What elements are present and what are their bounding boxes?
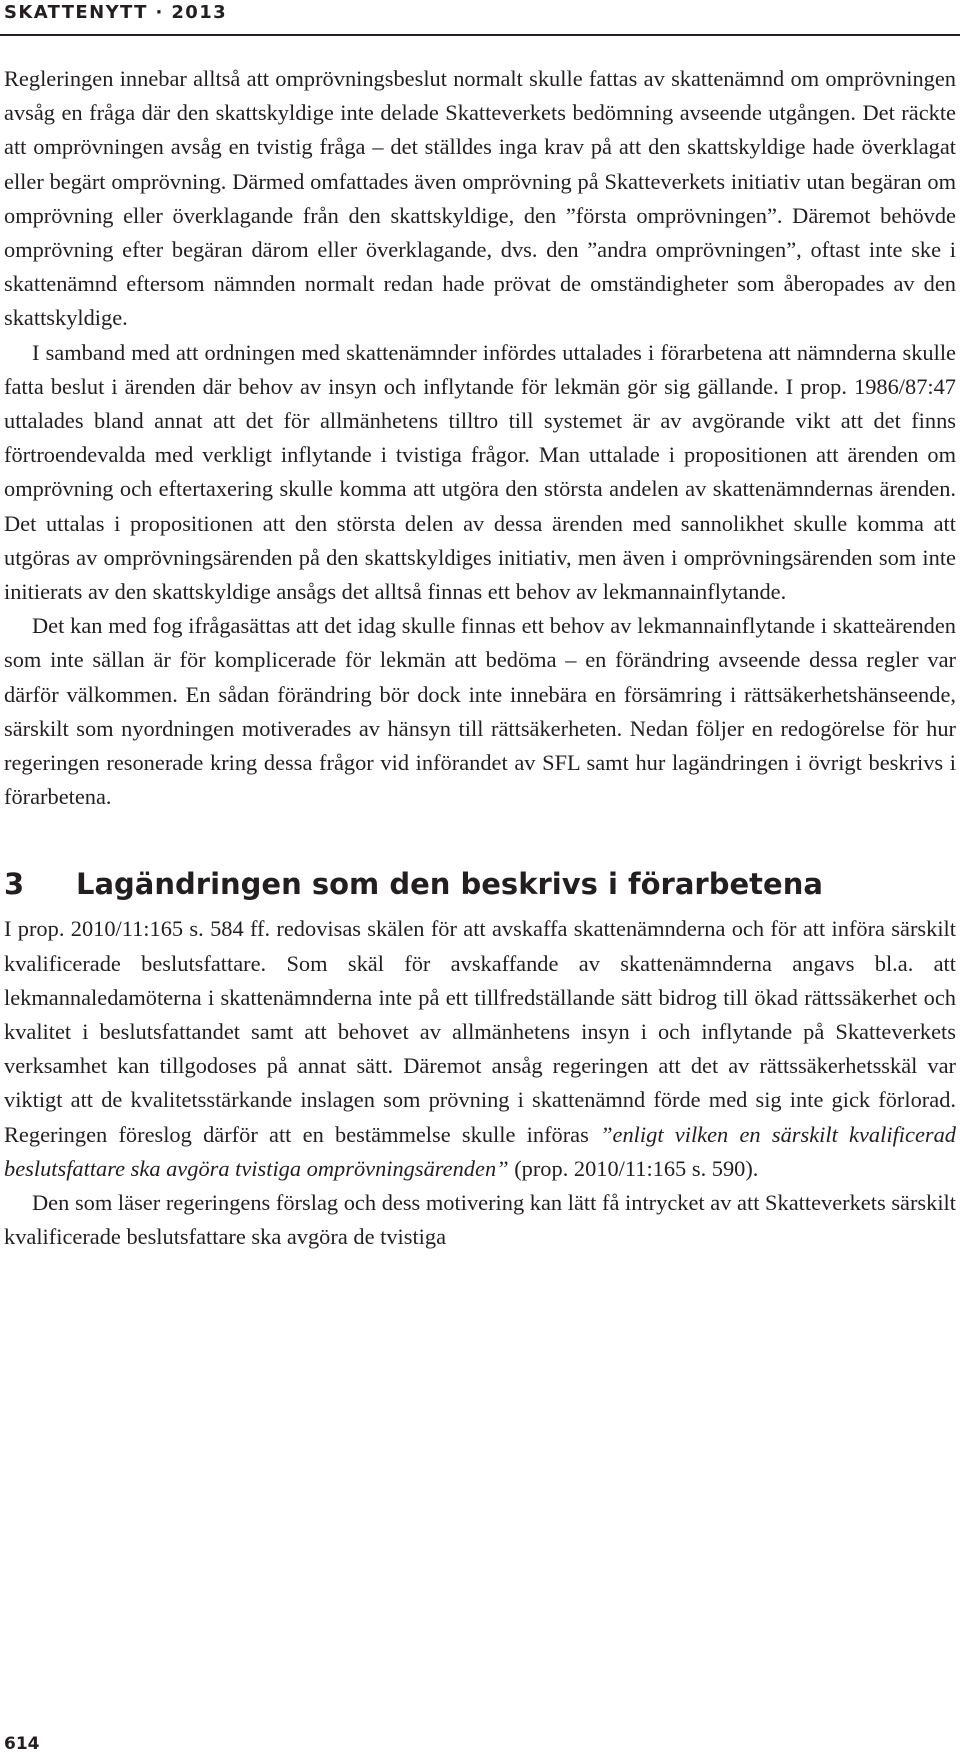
section-heading [4,864,956,904]
quoted-text: ”enligt vilken en särskilt kvalificerad beslutsfattare ska avgöra tvistiga omprövningsärenden” [4,1121,956,1181]
paragraph: I samband med att ordningen med skattenämnder infördes uttalades i förarbetena att nämnderna skulle fatta beslut i ärenden där behov av insyn och inflytande för lekmän gör sig gällande. I prop. 1986/87:47 uttalades bland annat att det för allmänhetens tilltro till systemet är av avgörande vikt att det finns förtroendevalda med verkligt inflytande i tvistiga frågor. Man uttalade i propositionen att ärenden om omprövning och eftertaxering skulle komma att utgöra den största andelen av skattenämndernas ärenden. Det uttalas i propositionen att den största delen av dessa ärenden med sannolikhet skulle komma att utgöras av omprövningsärenden på den skattskyldiges initiativ, men även i omprövningsärenden som inte initierats av den skattskyldige ansågs det alltså finnas ett behov av lekmannainflytande. [4,339,956,605]
section-title: Lagändringen som den beskrivs i förarbetena [76,867,823,902]
section-number: 3 [4,867,25,902]
paragraph: Den som läser regeringens förslag och dess motivering kan lätt få intrycket av att Skatteverkets särskilt kvalificerade beslutsfattare ska avgöra de tvistiga [4,1190,956,1250]
running-head: SKATTENYTT · 2013 [4,2,228,23]
paragraph: Det kan med fog ifrågasättas att det idag skulle finnas ett behov av lekmannainflytande i skatteärenden som inte sällan är för komplicerade för lekmän att bedöma – en förändring avseende dessa regler var därför välkommen. En sådan förändring bör dock inte innebära en försämring i rättsäkerhetshänseende, särskilt som nyordningen motiverades av hänsyn till rättsäkerheten. Nedan följer en redogörelse för hur regeringen resonerade kring dessa frågor vid införandet av SFL samt hur lagändringen i övrigt beskrivs i förarbetena. [4,613,956,810]
paragraph: Regleringen innebar alltså att omprövningsbeslut normalt skulle fattas av skattenämnd om omprövningen avsåg en fråga där den skattskyldige inte delade Skatteverkets bedömning avseende utgången. Det räckte att omprövningen avsåg en tvistig fråga – det ställdes inga krav på att den skattskyldige hade överklagat eller begärt omprövning. Därmed omfattades även omprövning på Skatteverkets initiativ utan begäran om omprövning eller överklagande från den skattskyldige, den ”första omprövningen”. Däremot behövde omprövning efter begäran därom eller överklagande, dvs. den ”andra omprövningen”, oftast inte ske i skattenämnd eftersom nämnden normalt redan hade prövat de omständigheter som åberopades av den skattskyldige. [4,66,956,331]
paragraph [4,912,956,1186]
citation: (prop. 2010/11:165 s. 590). [508,1155,759,1181]
page-number: 614 [4,1734,40,1754]
header-rule [0,34,960,36]
paragraph-text: I prop. 2010/11:165 s. 584 ff. redovisas skälen för att avskaffa skattenämnderna och för att införa särskilt kvalificerade beslutsfattare. Som skäl för avskaffande av skattenämnderna angavs bl.a. att lekmannaledamöterna i skattenämnderna inte på ett tillfredställande sätt bidrog till ökad rättssäkerhet och kvalitet i beslutsfattandet samt att behovet av allmänhetens insyn i och inflytande på Skatteverkets verksamhet kan tillgodoses på annat sätt. Däremot ansåg regeringen att det av rättssäkerhetsskäl var viktigt att de kvalitetsstärkande inslagen som prövning i skattenämnd förde med sig inte gick förlorad. Regeringen föreslog därför att en bestämmelse skulle införas [4,916,956,1147]
body-text [4,62,956,1255]
